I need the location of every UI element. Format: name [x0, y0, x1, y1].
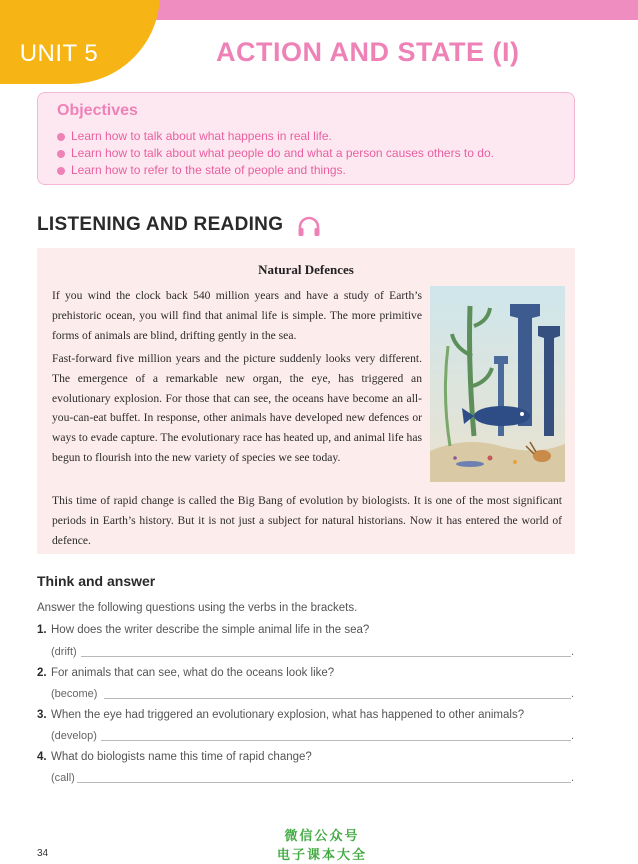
- page-number: 34: [37, 848, 49, 859]
- answer-hint: (drift): [51, 646, 77, 658]
- watermark-line-2: 电子课本大全: [276, 847, 367, 862]
- period-mark: .: [571, 688, 575, 700]
- objectives-list: [57, 128, 494, 179]
- question-4: [37, 751, 312, 763]
- unit-label: UNIT 5: [19, 40, 99, 67]
- question-text: For animals that can see, what do the oceans look like?: [51, 667, 335, 679]
- section-heading: LISTENING AND READING: [37, 214, 284, 235]
- question-number: 3.: [37, 709, 47, 721]
- objectives-box: [37, 92, 575, 185]
- answer-hint: (become): [51, 688, 98, 700]
- answer-hint: (develop): [51, 730, 97, 742]
- objective-item: Learn how to refer to the state of people and things.: [57, 162, 494, 179]
- question-number: 1.: [37, 624, 47, 636]
- answer-line-4[interactable]: [77, 782, 571, 783]
- question-3: [37, 709, 524, 721]
- question-text: When the eye had triggered an evolutionary explosion, what has happened to other animals?: [51, 709, 525, 721]
- objectives-title: Objectives: [57, 102, 138, 119]
- question-text: How does the writer describe the simple animal life in the sea?: [51, 624, 370, 636]
- reading-title: Natural Defences: [258, 262, 354, 277]
- reading-passage: [37, 248, 575, 554]
- answer-line-2[interactable]: [104, 698, 571, 699]
- reading-paragraph: This time of rapid change is called the Big Bang of evolution by biologists. It is one of the most significant periods in Earth’s history. But it is not just a subject for natural historians. Now it has entered the world of defence.: [52, 494, 562, 547]
- period-mark: .: [571, 730, 575, 742]
- unit-title: ACTION AND STATE (I): [216, 37, 520, 67]
- question-number: 4.: [37, 751, 47, 763]
- answer-line-1[interactable]: [81, 656, 571, 657]
- watermark-line-1: 微信公众号: [284, 828, 360, 843]
- question-2: [37, 667, 334, 679]
- period-mark: .: [571, 772, 575, 784]
- think-heading: Think and answer: [37, 573, 156, 589]
- question-1: [37, 624, 369, 636]
- answer-hint: (call): [51, 772, 75, 784]
- headphones-icon[interactable]: [297, 216, 321, 238]
- instruction-text: Answer the following questions using the verbs in the brackets.: [37, 602, 358, 614]
- answer-line-3[interactable]: [101, 740, 571, 741]
- prehistoric-ocean-illustration: [430, 286, 565, 482]
- reading-paragraph: Fast-forward five million years and the picture suddenly looks very different. The emergence of a remarkable new organ, the eye, has triggered an evolutionary explosion. For those that can see, the oceans have become an all-you-can-eat buffet. In response, other animals have developed new defences or ways to evade capture. The evolutionary race has heated up, and animal life has begun to flourish into the new variety of species we see today.: [52, 352, 422, 464]
- objective-item: Learn how to talk about what happens in real life.: [57, 128, 494, 145]
- watermark: [262, 826, 382, 864]
- period-mark: .: [571, 646, 575, 658]
- question-number: 2.: [37, 667, 47, 679]
- objective-item: Learn how to talk about what people do and what a person causes others to do.: [57, 145, 494, 162]
- question-text: What do biologists name this time of rapid change?: [51, 751, 312, 763]
- reading-paragraph: If you wind the clock back 540 million years and have a study of Earth’s prehistoric ocean, you will find that animal life is simple. The more primitive forms of animals are blind, drifting gently in the sea.: [52, 289, 422, 342]
